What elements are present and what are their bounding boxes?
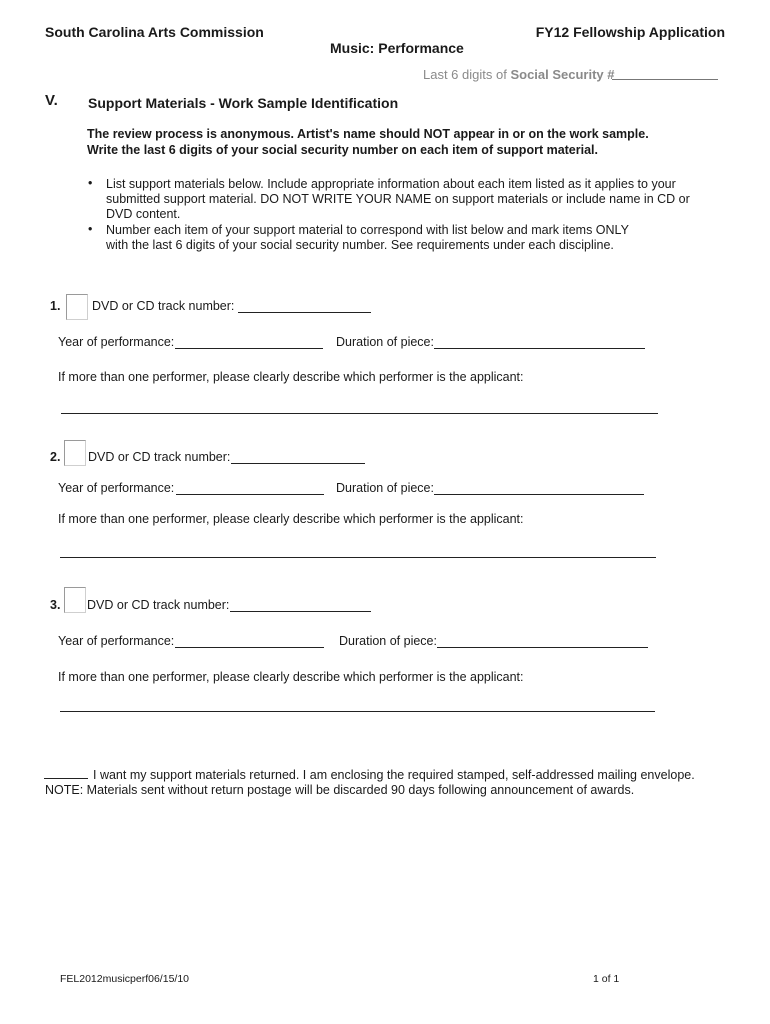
item-3-track-label: DVD or CD track number: bbox=[87, 598, 230, 612]
item-2-year-field[interactable] bbox=[176, 494, 324, 495]
item-2-track-field[interactable] bbox=[231, 463, 365, 464]
intro-line-1: The review process is anonymous. Artist's name should NOT appear in or on the work sample. bbox=[87, 127, 649, 141]
item-2-duration-label: Duration of piece: bbox=[336, 481, 434, 495]
intro-line-2: Write the last 6 digits of your social security number on each item of support material. bbox=[87, 143, 598, 157]
bullet-1-line-2: submitted support material. DO NOT WRITE YOUR NAME on support materials or include name in CD or bbox=[106, 192, 690, 206]
item-3-performer-field[interactable] bbox=[60, 711, 655, 712]
item-3-duration-label: Duration of piece: bbox=[339, 634, 437, 648]
return-materials-check-line[interactable] bbox=[44, 778, 88, 779]
ssn-field[interactable] bbox=[612, 79, 718, 80]
item-1-track-label: DVD or CD track number: bbox=[92, 299, 235, 313]
item-1-year-label: Year of performance: bbox=[58, 335, 175, 349]
section-title: Support Materials - Work Sample Identification bbox=[88, 95, 399, 111]
item-1-year-field[interactable] bbox=[175, 348, 323, 349]
section-numeral: V. bbox=[45, 92, 58, 109]
item-1-number: 1. bbox=[50, 299, 61, 313]
item-1-duration-label: Duration of piece: bbox=[336, 335, 434, 349]
item-1-performer-label: If more than one performer, please clearly describe which performer is the applicant: bbox=[58, 370, 524, 384]
item-3-duration-field[interactable] bbox=[437, 647, 648, 648]
item-2-checkbox[interactable] bbox=[64, 440, 86, 466]
return-materials-statement: I want my support materials returned. I am enclosing the required stamped, self-addressed mailing envelope. bbox=[93, 768, 695, 782]
bullet-marker: • bbox=[88, 222, 93, 236]
return-postage-note: NOTE: Materials sent without return postage will be discarded 90 days following announcement of awards. bbox=[45, 783, 635, 797]
item-3-year-label: Year of performance: bbox=[58, 634, 175, 648]
bullet-1-line-1: List support materials below. Include appropriate information about each item listed as it applies to your bbox=[106, 177, 676, 191]
item-2-number: 2. bbox=[50, 450, 61, 464]
bullet-1-line-3: DVD content. bbox=[106, 207, 181, 221]
item-2-duration-field[interactable] bbox=[434, 494, 644, 495]
item-1-checkbox[interactable] bbox=[66, 294, 88, 320]
item-2-performer-label: If more than one performer, please clearly describe which performer is the applicant: bbox=[58, 512, 524, 526]
item-3-performer-label: If more than one performer, please clearly describe which performer is the applicant: bbox=[58, 670, 524, 684]
item-2-performer-field[interactable] bbox=[60, 557, 656, 558]
discipline-title: Music: Performance bbox=[330, 40, 464, 56]
item-1-performer-field[interactable] bbox=[61, 413, 658, 414]
item-3-track-field[interactable] bbox=[230, 611, 371, 612]
form-code: FEL2012musicperf06/15/10 bbox=[60, 973, 189, 985]
application-title: FY12 Fellowship Application bbox=[535, 24, 725, 40]
item-3-number: 3. bbox=[50, 598, 61, 612]
bullet-2-line-2: with the last 6 digits of your social security number. See requirements under each discipline. bbox=[106, 238, 614, 252]
page-number: 1 of 1 bbox=[593, 973, 620, 985]
item-3-year-field[interactable] bbox=[175, 647, 324, 648]
item-3-checkbox[interactable] bbox=[64, 587, 86, 613]
bullet-2-line-1: Number each item of your support material to correspond with list below and mark items ONLY bbox=[106, 223, 629, 237]
organization-name: South Carolina Arts Commission bbox=[45, 24, 264, 40]
item-2-track-label: DVD or CD track number: bbox=[88, 450, 231, 464]
ssn-label: Last 6 digits of Social Security # bbox=[423, 67, 615, 82]
bullet-marker: • bbox=[88, 176, 93, 190]
item-2-year-label: Year of performance: bbox=[58, 481, 175, 495]
item-1-track-field[interactable] bbox=[238, 312, 371, 313]
item-1-duration-field[interactable] bbox=[434, 348, 645, 349]
